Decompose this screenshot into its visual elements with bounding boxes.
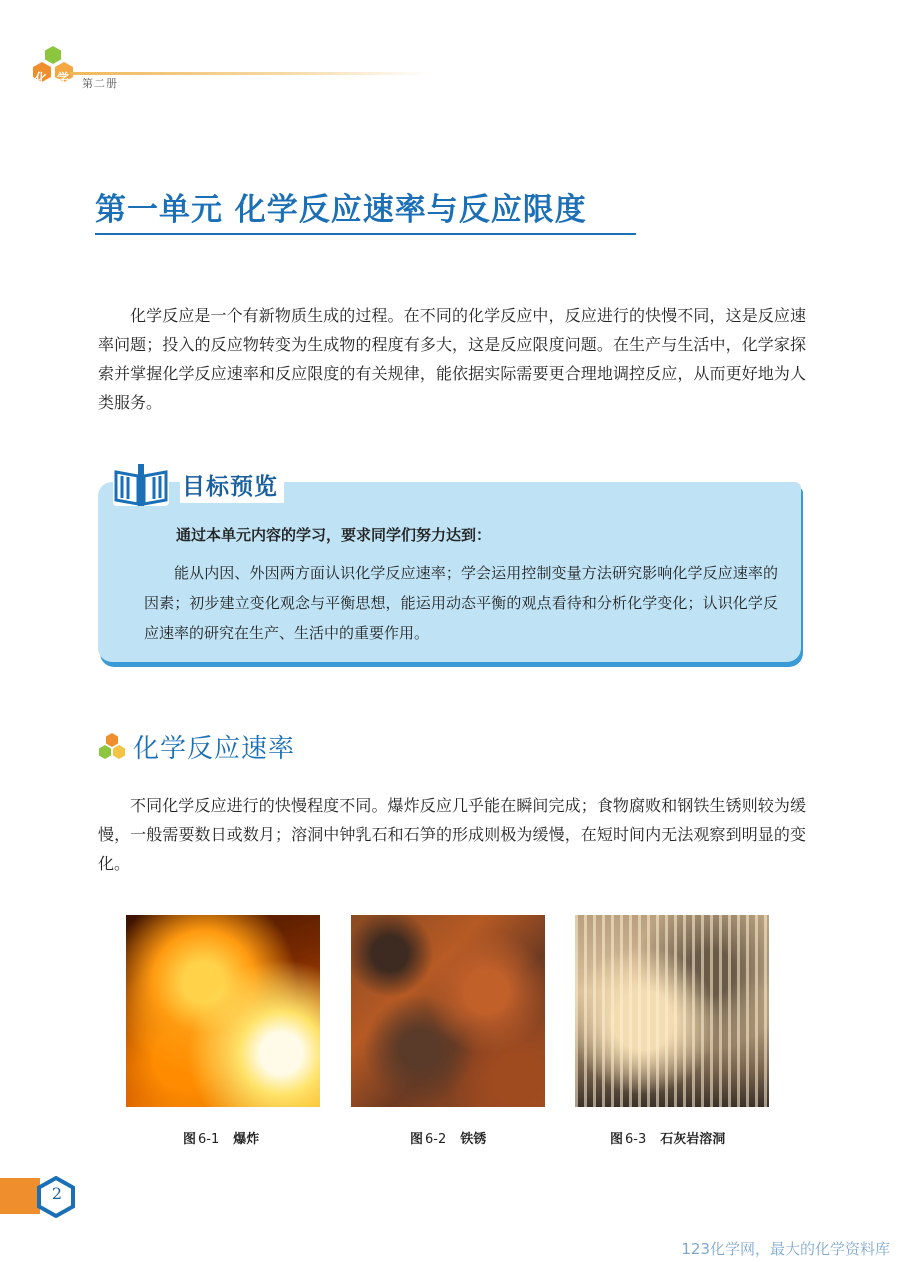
- subject-char-1: 化: [35, 71, 48, 85]
- header-rule: [70, 72, 430, 75]
- watermark-text: 123化学网，最大的化学资料库: [681, 1240, 890, 1258]
- unit-intro-paragraph: 化学反应是一个有新物质生成的过程。在不同的化学反应中，反应进行的快慢不同，这是反应速率问题；投入的反应物转变为生成物的程度有多大，这是反应限度问题。在生产与生活中，化学家探索并掌握化学反应速率和反应限度的有关规律，能依据实际需要更合理地调控反应，从而更好地为人类服务。: [98, 306, 806, 412]
- figure-rust-photo: [351, 915, 545, 1107]
- section-paragraph: 不同化学反应进行的快慢程度不同。爆炸反应几乎能在瞬间完成；食物腐败和钢铁生锈则较为缓慢，一般需要数日或数月；溶洞中钟乳石和石笋的形成则极为缓慢，在短时间内无法观察到明显的变化。: [98, 796, 806, 873]
- unit-title-underline: [95, 233, 636, 235]
- subject-char-2: 学: [57, 71, 70, 85]
- figure-caption-2: 图 6-2 铁锈: [410, 1132, 487, 1147]
- section-title: 化学反应速率: [133, 734, 296, 764]
- figure-explosion-photo: [126, 915, 320, 1107]
- open-book-icon: [112, 462, 170, 508]
- figure-caption-3: 图 6-3 石灰岩溶洞: [610, 1132, 726, 1147]
- hexagon-cluster-icon: [97, 732, 127, 762]
- goals-intro: 通过本单元内容的学习，要求同学们努力达到：: [176, 526, 492, 544]
- page-number: 2: [51, 1184, 63, 1203]
- figure-caption-1: 图 6-1 爆炸: [183, 1132, 260, 1147]
- goals-title: 目标预览: [180, 468, 284, 503]
- volume-label: 第二册: [82, 77, 118, 90]
- unit-title: 第一单元 化学反应速率与反应限度: [95, 192, 587, 228]
- figure-cave-photo: [575, 915, 769, 1107]
- goals-body: 能从内因、外因两方面认识化学反应速率；学会运用控制变量方法研究影响化学反应速率的因素；初步建立变化观念与平衡思想，能运用动态平衡的观点看待和分析化学变化；认识化学反应速率的研究在生产、生活中的重要作用。: [144, 564, 778, 642]
